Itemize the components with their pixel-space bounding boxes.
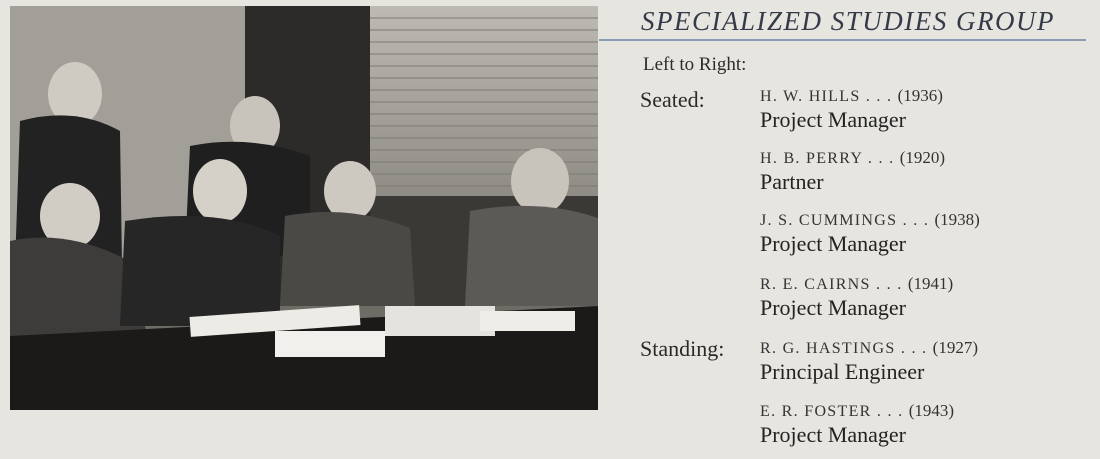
member-role: Project Manager: [760, 231, 906, 256]
member-role: Principal Engineer: [760, 359, 925, 384]
section-heading: SPECIALIZED STUDIES GROUP: [641, 6, 1055, 36]
member-entry: [760, 274, 953, 321]
member-year: (1920): [899, 148, 946, 167]
intro-text: Left to Right:: [643, 54, 747, 75]
member-name: E. R. FOSTER: [760, 403, 872, 420]
member-year: (1943): [908, 401, 955, 420]
group-photograph: [10, 6, 598, 410]
member-year: (1927): [932, 338, 978, 357]
member-name: H. B. PERRY: [760, 150, 863, 167]
seated-label: Seated:: [640, 87, 705, 112]
separator: . . .: [897, 212, 935, 229]
separator: . . .: [871, 403, 909, 420]
member-name: H. W. HILLS: [760, 88, 861, 105]
standing-label: Standing:: [640, 336, 725, 361]
member-role: Partner: [760, 169, 824, 194]
heading-rule: [599, 39, 1086, 41]
member-entry: [760, 148, 945, 195]
member-year: (1941): [907, 274, 954, 293]
member-year: (1938): [934, 210, 980, 229]
member-name: R. E. CAIRNS: [760, 276, 871, 293]
member-role: Project Manager: [760, 422, 906, 447]
member-entry: [760, 401, 954, 448]
member-entry: [760, 86, 943, 133]
separator: . . .: [870, 276, 908, 293]
separator: . . .: [895, 340, 933, 357]
member-role: Project Manager: [760, 107, 906, 132]
member-entry: [760, 210, 980, 257]
member-name: J. S. CUMMINGS: [760, 212, 898, 229]
member-year: (1936): [897, 86, 943, 105]
member-name: R. G. HASTINGS: [760, 340, 896, 357]
member-role: Project Manager: [760, 295, 906, 320]
member-entry: [760, 338, 978, 385]
separator: . . .: [860, 88, 898, 105]
separator: . . .: [862, 150, 900, 167]
